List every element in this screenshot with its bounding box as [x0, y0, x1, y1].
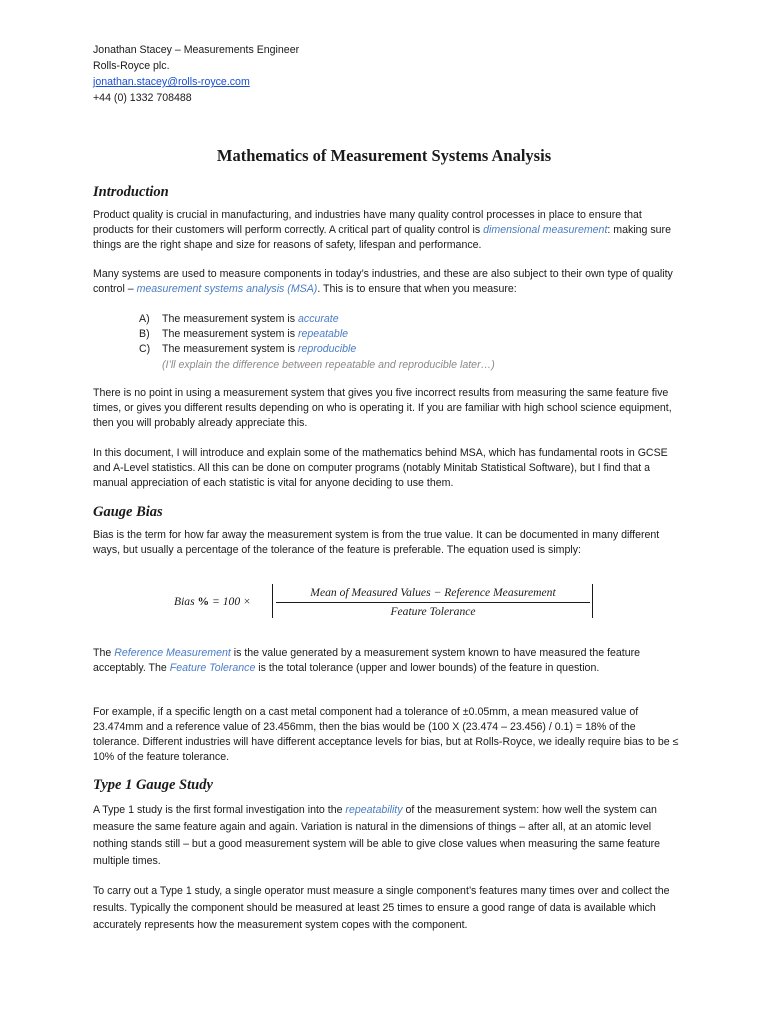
author-name-title: Jonathan Stacey – Measurements Engineer: [93, 44, 300, 56]
criteria-list: [139, 312, 495, 373]
list-note: (I’ll explain the difference between repeatable and reproducible later…): [162, 358, 495, 371]
fraction-line: [276, 602, 590, 603]
abs-bar-right: [592, 584, 593, 618]
type1-paragraph-1: A Type 1 study is the first formal investigation into the repeatability of the measurement system: how well the system can measure the same feature again and again. Variation is natural in the dimensions of things – after all, at an atomic level nothing stands still – but a good measurement system will be able to give close values when measuring the same feature multiple times.: [93, 804, 661, 867]
contact-block: [93, 42, 299, 106]
email-link[interactable]: jonathan.stacey@rolls-royce.com: [93, 76, 250, 88]
term-dimensional-measurement: dimensional measurement: [483, 224, 608, 236]
bias-equation: [174, 582, 604, 622]
intro-paragraph-1: Product quality is crucial in manufacturing, and industries have many quality control processes in place to ensure that products for their customers will perform correctly. A critical part of quality control is dimensional measurement: making sure things are the right shape and size for reasons of safety, lifespan and performance.: [93, 209, 671, 251]
phone-number: +44 (0) 1332 708488: [93, 92, 192, 104]
heading-gauge-bias: Gauge Bias: [93, 504, 163, 520]
intro-paragraph-3: There is no point in using a measurement system that gives you five incorrect results from measuring the same feature five times, or gives you different results depending on who is operating it. If you are familiar with high school science equipment, then you will probably already appreciate this.: [93, 387, 672, 429]
bias-paragraph-2: The Reference Measurement is the value generated by a measurement system known to have measured the feature acceptably. The Feature Tolerance is the total tolerance (upper and lower bounds) of the feature in question.: [93, 647, 641, 674]
bias-paragraph-3: For example, if a specific length on a cast metal component had a tolerance of ±0.05mm, a mean measured value of 23.474mm and a reference value of 23.456mm, then the bias would be (100 X (23.474 – 23.456) / 0.1) = 18% of the tolerance. Different industries will have different acceptance levels for bias, but at Rolls-Royce, we ideally require bias to be ≤ 10% of the feature tolerance.: [93, 706, 679, 763]
list-item: C) The measurement system is reproducible: [139, 343, 357, 356]
heading-introduction: Introduction: [93, 184, 169, 200]
equation-lhs: Bias % = 100 ×: [174, 595, 251, 608]
equation-numerator: Mean of Measured Values − Reference Measurement: [310, 586, 556, 599]
type1-paragraph-2: To carry out a Type 1 study, a single operator must measure a single component’s features many times over and collect the results. Typically the component should be measured at least 25 times to ensure a good range of data is available which accurately represents how the measurement system copes with the component.: [93, 885, 670, 931]
abs-bar-left: [272, 584, 273, 618]
company-name: Rolls-Royce plc.: [93, 60, 170, 72]
equation-denominator: Feature Tolerance: [390, 605, 476, 618]
intro-paragraph-2: Many systems are used to measure components in today’s industries, and these are also subject to their own type of quality control – measurement systems analysis (MSA). This is to ensure that when you measure:: [93, 268, 673, 295]
heading-type1-gauge-study: Type 1 Gauge Study: [93, 777, 213, 793]
list-item: A) The measurement system is accurate: [139, 313, 339, 325]
bias-paragraph-1: Bias is the term for how far away the measurement system is from the true value. It can be documented in many different ways, but usually a percentage of the tolerance of the feature is preferable. The equation used is simply:: [93, 529, 660, 556]
term-feature-tolerance: Feature Tolerance: [169, 662, 256, 674]
term-reference-measurement: Reference Measurement: [114, 647, 231, 659]
term-repeatability: repeatability: [345, 804, 403, 816]
document-title: Mathematics of Measurement Systems Analysis: [216, 146, 552, 165]
term-msa: measurement systems analysis (MSA): [136, 283, 318, 295]
intro-paragraph-4: In this document, I will introduce and explain some of the mathematics behind MSA, which has fundamental roots in GCSE and A-Level statistics. All this can be done on computer programs (notably Minitab Statistical Software), but I find that a manual appreciation of each statistic is vital for anyone deciding to use them.: [93, 447, 668, 489]
list-item: B) The measurement system is repeatable: [139, 328, 349, 341]
